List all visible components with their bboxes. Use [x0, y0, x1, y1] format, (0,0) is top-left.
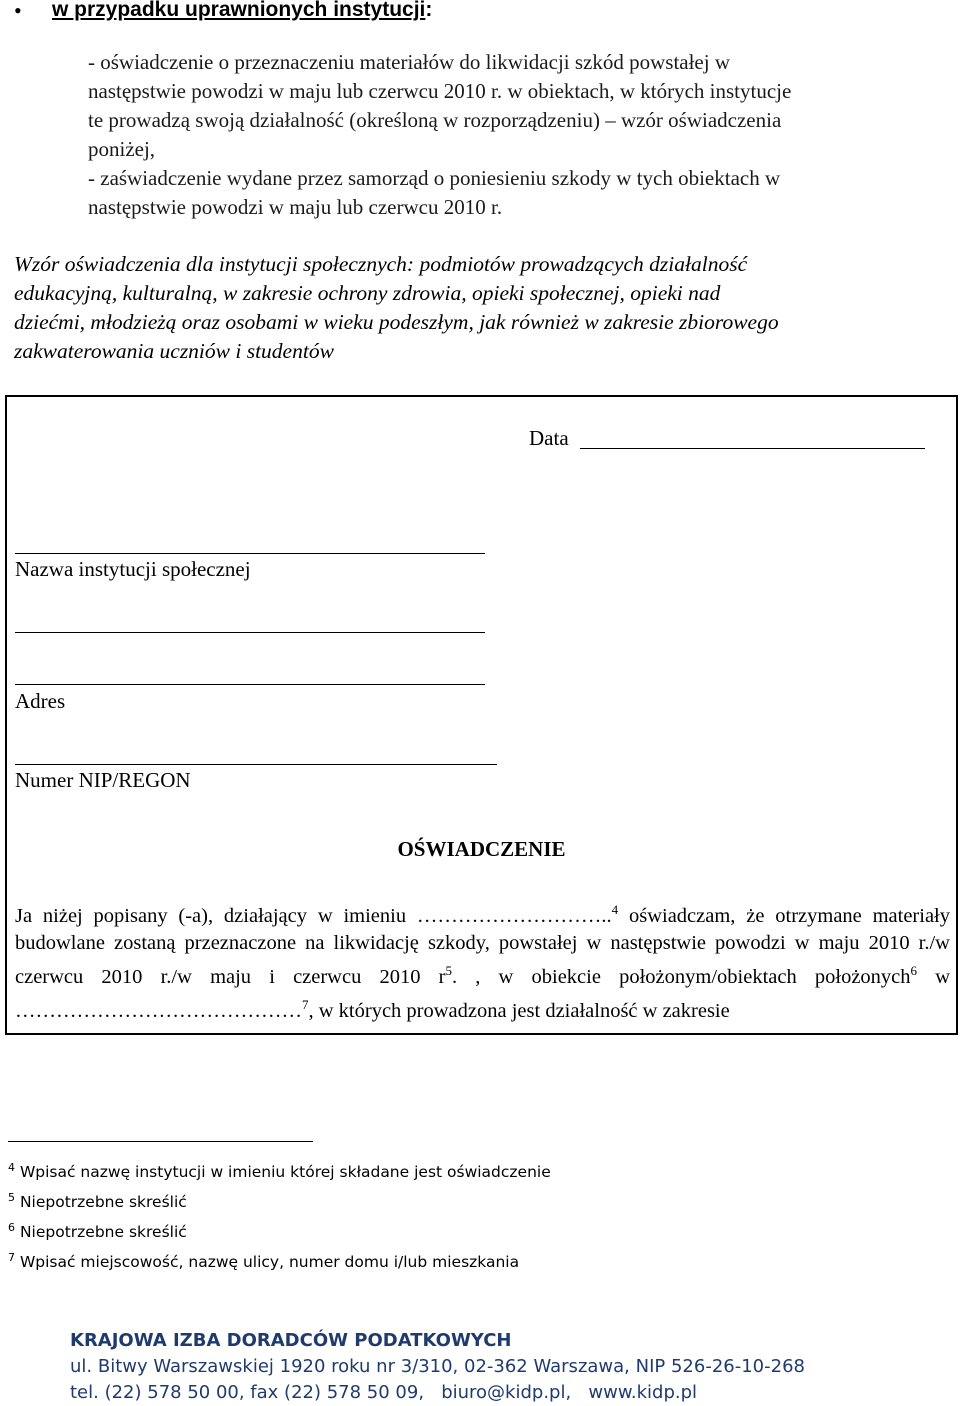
footer-organization: KRAJOWA IZBA DORADCÓW PODATKOWYCH: [70, 1330, 512, 1351]
footer-contact: tel. (22) 578 50 00, fax (22) 578 50 09, biuro@kidp.pl, www.kidp.pl: [70, 1382, 698, 1403]
footnote-separator: [8, 1141, 313, 1142]
intro-line: następstwie powodzi w maju lub czerwcu 2010 r.: [88, 195, 503, 219]
declaration-part: Ja niżej popisany (-a), działający w imieniu ………………………..: [15, 904, 612, 927]
section-heading-text: w przypadku uprawnionych instytucji: [52, 0, 426, 21]
date-field-line: [580, 448, 925, 449]
declaration-part: , w których prowadzona jest działalność w zakresie: [308, 999, 730, 1022]
footnote-number: 6: [8, 1221, 15, 1235]
section-heading: [52, 0, 432, 22]
footnote-text: Wpisać nazwę instytucji w imieniu której składane jest oświadczenie: [19, 1163, 551, 1182]
footnote: [8, 1215, 551, 1245]
footnote-text: Niepotrzebne skreślić: [19, 1223, 187, 1242]
template-description-line: edukacyjną, kulturalną, w zakresie ochrony zdrowia, opieki społecznej, opieki nad: [14, 281, 721, 305]
footnote: [8, 1245, 551, 1275]
footnote-ref: 5: [445, 962, 452, 978]
intro-line: te prowadzą swoją działalność (określoną w rozporządzeniu) – wzór oświadczenia: [88, 108, 782, 132]
template-description-line: dziećmi, młodzieżą oraz osobami w wieku podeszłym, jak również w zakresie zbiorowego: [14, 310, 779, 334]
page-footer: [70, 1328, 805, 1406]
footnote: [8, 1155, 551, 1185]
declaration-title: OŚWIADCZENIE: [397, 837, 566, 861]
declaration-part: w ……………………………………: [15, 965, 950, 1022]
footnote-text: Niepotrzebne skreślić: [19, 1193, 187, 1212]
footnote: [8, 1185, 551, 1215]
footnote-ref: 6: [910, 962, 918, 978]
declaration-part: . , w obiekcie położonym/obiektach położonych: [451, 965, 911, 988]
address-field-line-2: [15, 684, 485, 685]
section-heading-colon: :: [425, 0, 433, 21]
declaration-text: [15, 896, 950, 1024]
address-field-line-1: [15, 632, 485, 633]
footnote-ref: 4: [611, 902, 619, 917]
footnote-ref: 7: [302, 996, 309, 1012]
template-description: [14, 250, 934, 366]
nip-field-line: [15, 764, 497, 765]
institution-label: Nazwa instytucji społecznej: [15, 557, 251, 581]
intro-line: następstwie powodzi w maju lub czerwcu 2010 r. w obiektach, w których instytucje: [88, 79, 792, 103]
footnote-number: 4: [8, 1161, 15, 1174]
footnote-number: 7: [8, 1251, 15, 1265]
intro-paragraph: [88, 48, 938, 222]
intro-line: - zaświadczenie wydane przez samorząd o poniesieniu szkody w tych obiektach w: [88, 166, 781, 190]
template-description-line: Wzór oświadczenia dla instytucji społecznych: podmiotów prowadzących działalność: [14, 252, 748, 276]
footnotes: [8, 1155, 551, 1276]
footnote-number: 5: [8, 1191, 15, 1205]
declaration-form: [5, 395, 958, 1035]
footer-address: ul. Bitwy Warszawskiej 1920 roku nr 3/310, 02-362 Warszawa, NIP 526-26-10-268: [70, 1356, 805, 1377]
declaration-part: oświadczam, że otrzymane materiały budowlane zostaną przeznaczone na likwidację szkody, powstałej w następstwie powodzi w maju 2010 r./w czerwcu 2010 r./w maju i czerwcu 2010 r: [15, 904, 950, 988]
bullet-marker: •: [14, 0, 22, 23]
template-description-line: zakwaterowania uczniów i studentów: [14, 339, 334, 363]
date-label: Data: [529, 426, 569, 450]
intro-line: - oświadczenie o przeznaczeniu materiałów do likwidacji szkód powstałej w: [88, 50, 731, 74]
address-label: Adres: [15, 689, 66, 713]
footnote-text: Wpisać miejscowość, nazwę ulicy, numer domu i/lub mieszkania: [19, 1253, 520, 1272]
institution-field-line: [15, 553, 485, 554]
intro-line: poniżej,: [88, 137, 156, 161]
nip-label: Numer NIP/REGON: [15, 768, 191, 792]
